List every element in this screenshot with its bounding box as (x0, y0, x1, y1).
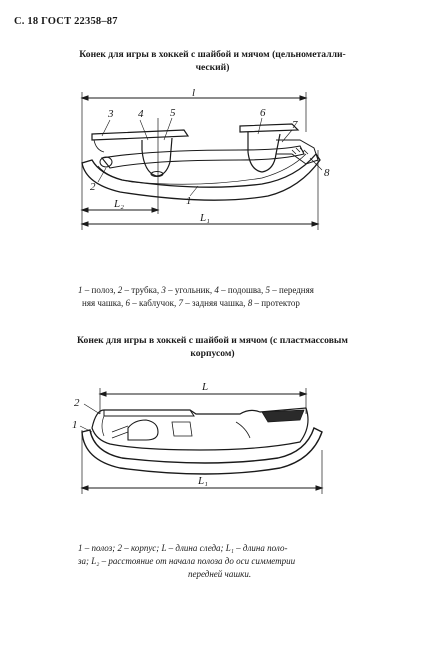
protector-hatching (292, 148, 308, 154)
label-5: 5 (170, 107, 176, 119)
caption-text: – полоз, (82, 285, 118, 295)
caption-text: – задняя чашка, (183, 298, 248, 308)
figure1-caption (78, 284, 358, 310)
tube-end (100, 157, 112, 167)
figure1-caption-line2 (78, 297, 358, 310)
label-6: 6 (260, 107, 266, 119)
label-l: l (192, 87, 196, 99)
label-3: 3 (108, 108, 114, 120)
leader-4 (140, 120, 148, 140)
caption-text: – передняя (270, 285, 314, 295)
label-L1: L₁ (200, 212, 210, 224)
front-opening (128, 420, 158, 440)
page-number: С. 18 (14, 16, 39, 27)
caption-text: – подошва, (218, 285, 266, 295)
tube (102, 146, 304, 168)
angle-bracket (94, 140, 104, 152)
figure2-drawing (0, 370, 423, 510)
heel-hatched (262, 410, 304, 422)
caption-number: 8 (247, 298, 253, 308)
label-7: 7 (292, 119, 298, 131)
label-4: 4 (138, 108, 144, 120)
caption-number: 3 (161, 285, 166, 295)
leader-2 (84, 404, 100, 414)
label-L1: L₁ (198, 475, 208, 487)
front-cup (142, 138, 172, 176)
figure1-title-line1: Конек для игры в хоккей с шайбой и мячом (цельнометалли- (79, 49, 346, 60)
caption-number: 4 (214, 285, 219, 295)
figure2-title-line2: корпусом) (190, 348, 235, 359)
caption-number: 2 (117, 285, 123, 295)
label-2: 2 (74, 397, 80, 409)
figure1-caption-line1 (78, 284, 358, 297)
caption-text: – протектор (252, 298, 300, 308)
heel-sole (240, 124, 298, 132)
body-rib (236, 422, 250, 438)
label-L: L (202, 381, 209, 393)
caption-number: 7 (178, 298, 184, 308)
figure2-caption (78, 542, 378, 581)
front-hatching (112, 426, 128, 438)
figure2-caption-line2: за; L₂ – расстояние от начала полоза до оси симметрии (78, 556, 296, 566)
body-edge (102, 416, 104, 436)
label-1: 1 (186, 195, 192, 207)
label-L2: L₂ (114, 198, 124, 210)
label-1: 1 (72, 419, 78, 431)
standard-code: ГОСТ 22358–87 (41, 16, 118, 27)
figure2-caption-line3: передней чашки. (188, 569, 252, 579)
caption-text: – каблучок, (130, 298, 179, 308)
figure2-caption-line1: 1 – полоз; 2 – корпус; L – длина следа; L₁ – длина поло- (78, 543, 288, 553)
label-2: 2 (90, 181, 96, 193)
front-sole-plate (104, 410, 194, 416)
caption-number: 6 (125, 298, 131, 308)
front-sole (92, 130, 188, 140)
figure2-title (40, 334, 385, 360)
runner (82, 428, 322, 474)
caption-text: – угольник, (165, 285, 215, 295)
body-window (172, 422, 192, 436)
rear-cup (248, 132, 280, 172)
figure1-drawing (0, 0, 423, 240)
caption-text: няя чашка, (82, 298, 126, 308)
caption-number: 1 (78, 285, 83, 295)
label-8: 8 (324, 167, 330, 179)
protector (276, 140, 318, 164)
figure1-title-line2: ческий) (195, 62, 230, 73)
figure2-title-line1: Конек для игры в хоккей с шайбой и мячом (с пластмассовым (77, 335, 348, 346)
caption-number: 5 (265, 285, 271, 295)
caption-text: – трубка, (122, 285, 162, 295)
